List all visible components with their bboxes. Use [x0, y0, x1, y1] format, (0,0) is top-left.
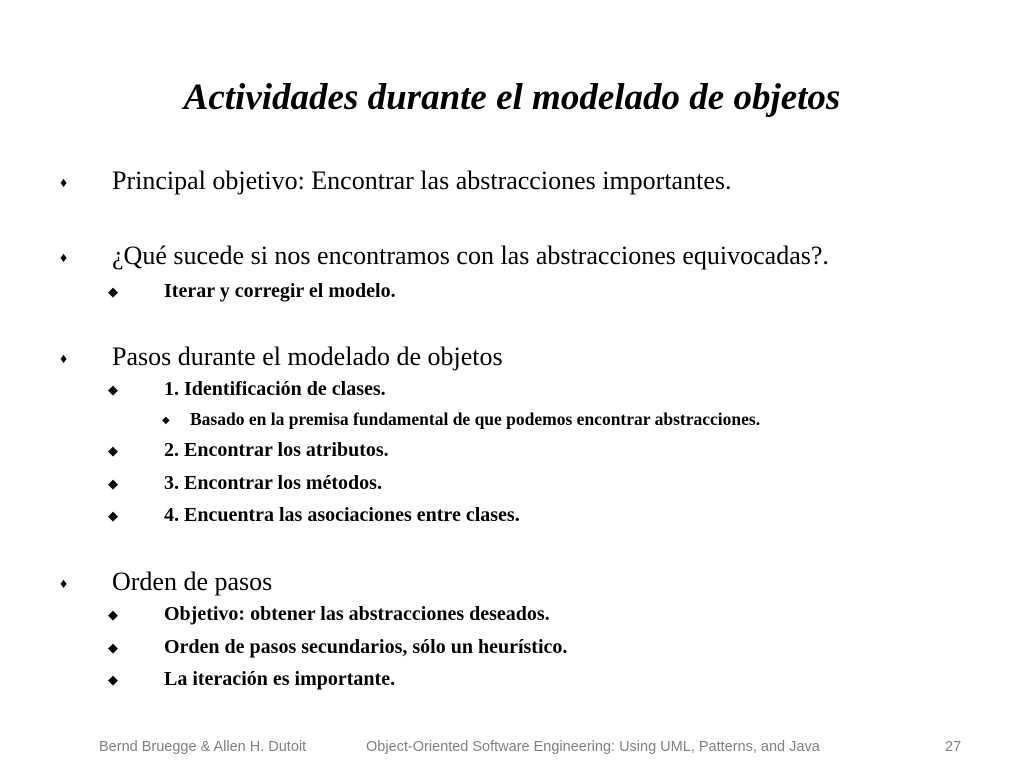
- sub-bullet-item: [108, 666, 395, 693]
- footer-book-title: Object-Oriented Software Engineering: Using UML, Patterns, and Java: [366, 739, 820, 755]
- diamond-bullet-icon: ◆: [108, 640, 118, 655]
- diamond-bullet-icon: ◆: [108, 382, 118, 397]
- bullet-text: Principal objetivo: Encontrar las abstracciones importantes.: [112, 166, 732, 195]
- sub-bullet-text: 4. Encuentra las asociaciones entre clases.: [164, 504, 520, 526]
- diamond-bullet-icon: ♦: [60, 251, 68, 266]
- diamond-bullet-icon: ◆: [108, 443, 118, 458]
- sub-bullet-item: [108, 502, 520, 529]
- footer-page-number: 27: [945, 739, 962, 755]
- sub-bullet-text: Iterar y corregir el modelo.: [164, 280, 396, 302]
- diamond-bullet-icon: ◆: [108, 508, 118, 523]
- bullet-text: Pasos durante el modelado de objetos: [112, 342, 503, 371]
- diamond-bullet-icon: ◆: [162, 415, 170, 426]
- sub-bullet-text: Orden de pasos secundarios, sólo un heurístico.: [164, 636, 568, 658]
- bullet-item: [60, 165, 731, 200]
- slide-title: Actividades durante el modelado de objetos: [183, 77, 841, 118]
- sub-bullet-text: 3. Encontrar los métodos.: [164, 472, 382, 494]
- sub-bullet-item: [108, 470, 382, 497]
- sub-bullet-text: 2. Encontrar los atributos.: [164, 439, 389, 461]
- footer-authors: Bernd Bruegge & Allen H. Dutoit: [99, 739, 307, 755]
- bullet-item: [60, 341, 503, 376]
- diamond-bullet-icon: ♦: [60, 577, 68, 592]
- sub-bullet-text: Objetivo: obtener las abstracciones deseados.: [164, 603, 550, 625]
- bullet-item: [60, 566, 272, 601]
- diamond-bullet-icon: ♦: [60, 176, 68, 191]
- bullet-text: ¿Qué sucede si nos encontramos con las abstracciones equivocadas?.: [112, 241, 829, 270]
- diamond-bullet-icon: ◆: [108, 284, 118, 299]
- diamond-bullet-icon: ◆: [108, 607, 118, 622]
- sub-bullet-item: [108, 376, 386, 403]
- sub-sub-bullet-item: [162, 407, 760, 433]
- sub-bullet-item: [108, 278, 396, 305]
- sub-bullet-item: [108, 437, 389, 464]
- diamond-bullet-icon: ◆: [108, 672, 118, 687]
- bullet-item: [60, 240, 829, 275]
- sub-bullet-text: 1. Identificación de clases.: [164, 378, 386, 400]
- sub-bullet-item: [108, 634, 567, 661]
- sub-bullet-item: [108, 601, 550, 628]
- bullet-text: Orden de pasos: [112, 567, 273, 596]
- sub-bullet-text: La iteración es importante.: [164, 668, 396, 690]
- diamond-bullet-icon: ◆: [108, 476, 118, 491]
- sub-sub-bullet-text: Basado en la premisa fundamental de que podemos encontrar abstracciones.: [190, 409, 761, 429]
- diamond-bullet-icon: ♦: [60, 352, 68, 367]
